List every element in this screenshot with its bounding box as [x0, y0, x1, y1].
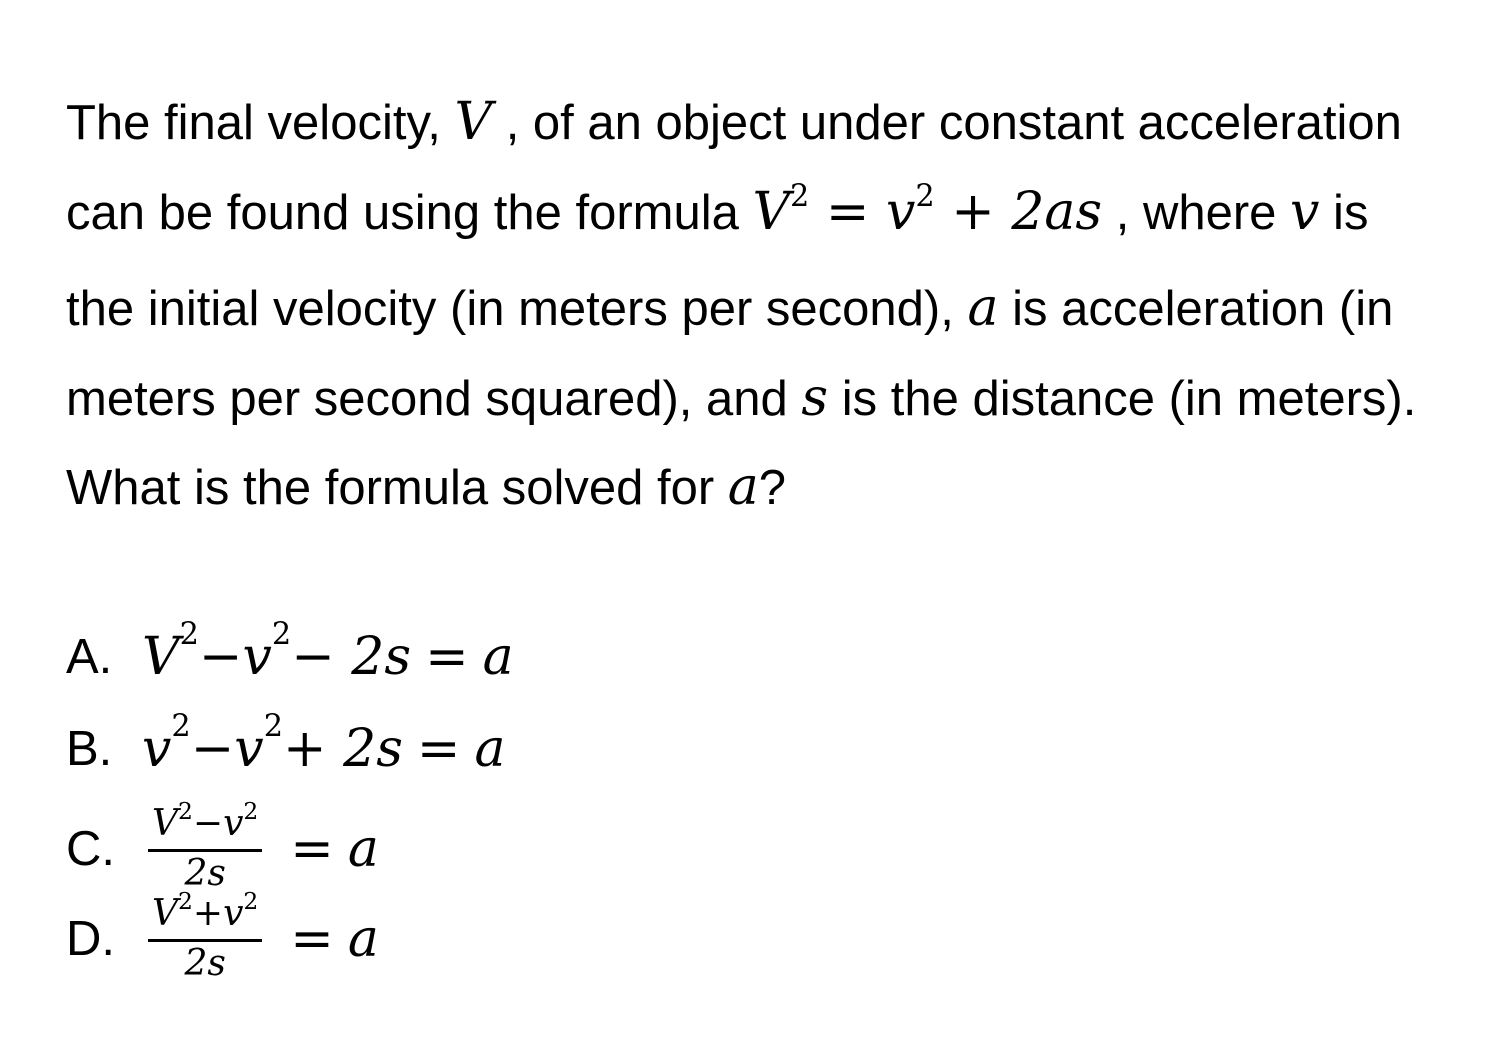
- option-b[interactable]: [66, 704, 505, 794]
- question-segment: is the distance (in meters). What is the formula solved for: [66, 371, 1417, 515]
- final-velocity-symbol: V: [454, 92, 493, 152]
- option-letter: D.: [66, 912, 115, 966]
- initial-velocity-symbol: v: [1290, 181, 1320, 242]
- term: a: [474, 719, 506, 779]
- fraction: [148, 886, 262, 984]
- option-letter: B.: [66, 722, 113, 776]
- term: v: [223, 893, 244, 934]
- question-segment: , where: [1102, 185, 1291, 240]
- solve-for-symbol: a: [727, 457, 759, 517]
- question-segment: , of an object under constant acceleration can be found using the formula: [66, 96, 1402, 240]
- equals: =: [425, 627, 469, 687]
- equals: =: [416, 719, 461, 779]
- distance-symbol: s: [801, 367, 829, 428]
- formula-equals: =: [809, 181, 886, 242]
- term: a: [347, 819, 379, 879]
- formula-initial-velocity: v: [886, 181, 916, 242]
- term: + 2s: [283, 719, 403, 779]
- term: v: [142, 719, 172, 779]
- formula-lhs: V: [752, 181, 791, 242]
- term: V: [152, 803, 178, 844]
- question-segment: is the initial velocity (in meters per second),: [66, 185, 1369, 336]
- term: V: [152, 893, 178, 934]
- term: a: [347, 909, 379, 969]
- option-expression: [142, 796, 379, 894]
- operator: −: [198, 627, 243, 687]
- exponent: 2: [171, 708, 191, 744]
- option-letter: C.: [66, 822, 115, 876]
- fraction: [148, 796, 262, 894]
- formula-v-exponent: 2: [915, 178, 935, 214]
- exponent: 2: [178, 796, 193, 825]
- term: a: [482, 627, 514, 687]
- option-c[interactable]: [66, 796, 379, 894]
- formula-rest: + 2as: [934, 181, 1103, 242]
- option-d[interactable]: [66, 886, 379, 984]
- question-segment: is acceleration (in meters per second squared), and: [66, 282, 1394, 426]
- fraction-numerator: [148, 886, 262, 942]
- exponent: 2: [263, 708, 284, 744]
- operator: +: [192, 893, 224, 934]
- operator: −: [192, 803, 224, 844]
- question-segment: The final velocity,: [66, 96, 455, 150]
- exponent: 2: [179, 616, 199, 652]
- question-segment: ?: [758, 461, 787, 515]
- question-text: [66, 78, 1446, 533]
- option-expression: [142, 616, 514, 687]
- exponent: 2: [271, 616, 292, 652]
- exponent: 2: [243, 796, 259, 825]
- fraction-denominator: 2s: [184, 853, 226, 894]
- term: v: [234, 719, 264, 779]
- acceleration-symbol: a: [967, 278, 999, 338]
- term: − 2s: [291, 627, 412, 687]
- option-letter: A.: [66, 630, 113, 684]
- equals: =: [290, 819, 334, 879]
- fraction-numerator: [148, 796, 262, 852]
- exponent: 2: [178, 886, 193, 915]
- operator: −: [190, 719, 235, 779]
- fraction-denominator: 2s: [184, 943, 226, 984]
- equals: =: [290, 909, 334, 969]
- term: v: [223, 803, 244, 844]
- option-a[interactable]: [66, 612, 514, 702]
- term: V: [142, 627, 180, 687]
- option-expression: [142, 708, 506, 779]
- formula-lhs-exponent: 2: [790, 178, 810, 214]
- option-expression: [142, 886, 379, 984]
- term: v: [242, 627, 272, 687]
- exponent: 2: [243, 886, 259, 915]
